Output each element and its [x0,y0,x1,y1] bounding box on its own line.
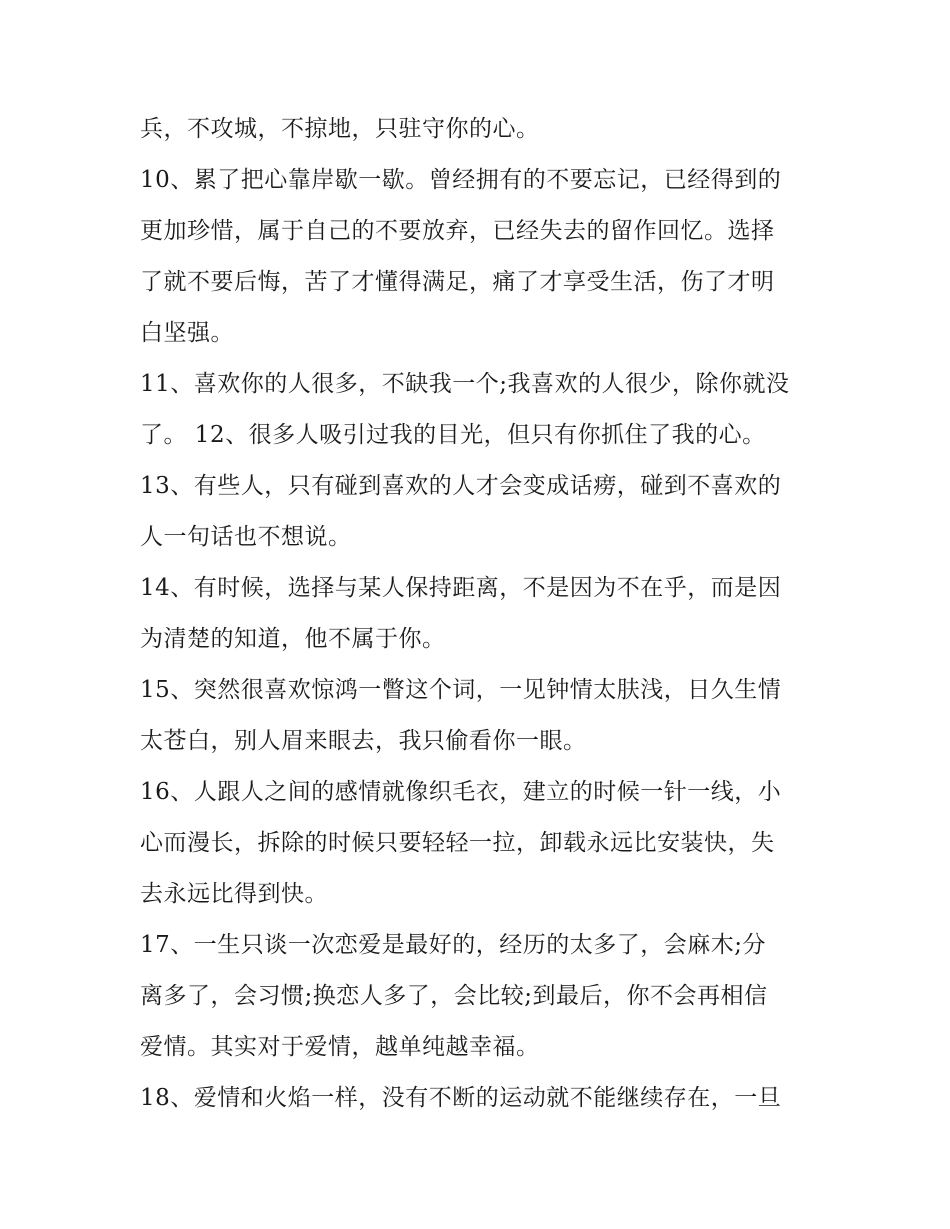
text-line: 14、有时候，选择与某人保持距离，不是因为不在乎，而是因 [140,575,782,601]
text-line: 17、一生只谈一次恋爱是最好的，经历的太多了，会麻木;分 [140,932,767,958]
text-line: 兵，不攻城，不掠地，只驻守你的心。 [140,116,540,142]
text-line: 白坚强。 [140,320,234,346]
text-line: 13、有些人，只有碰到喜欢的人才会变成话痨，碰到不喜欢的 [140,473,782,499]
text-line: 15、突然很喜欢惊鸿一瞥这个词，一见钟情太肤浅，日久生情 [140,677,782,703]
text-line: 离多了，会习惯;换恋人多了，会比较;到最后，你不会再相信 [140,983,768,1009]
text-line: 为清楚的知道，他不属于你。 [140,626,446,652]
document-body [140,104,820,1124]
text-line: 了就不要后悔，苦了才懂得满足，痛了才享受生活，伤了才明 [140,269,775,295]
text-line: 人一句话也不想说。 [140,524,352,550]
text-line: 11、喜欢你的人很多，不缺我一个;我喜欢的人很少，除你就没 [140,371,790,397]
text-line: 更加珍惜，属于自己的不要放弃，已经失去的留作回忆。选择 [140,218,775,244]
text-line: 太苍白，别人眉来眼去，我只偷看你一眼。 [140,728,587,754]
text-line: 10、累了把心靠岸歇一歇。曾经拥有的不要忘记，已经得到的 [140,167,782,193]
text-line: 了。 12、很多人吸引过我的目光，但只有你抓住了我的心。 [140,422,766,448]
text-line: 16、人跟人之间的感情就像织毛衣，建立的时候一针一线，小 [140,779,782,805]
text-line: 18、爱情和火焰一样，没有不断的运动就不能继续存在，一旦 [140,1085,782,1111]
text-line: 爱情。其实对于爱情，越单纯越幸福。 [140,1034,540,1060]
text-line: 心而漫长，拆除的时候只要轻轻一拉，卸载永远比安装快，失 [140,830,775,856]
text-line: 去永远比得到快。 [140,881,328,907]
